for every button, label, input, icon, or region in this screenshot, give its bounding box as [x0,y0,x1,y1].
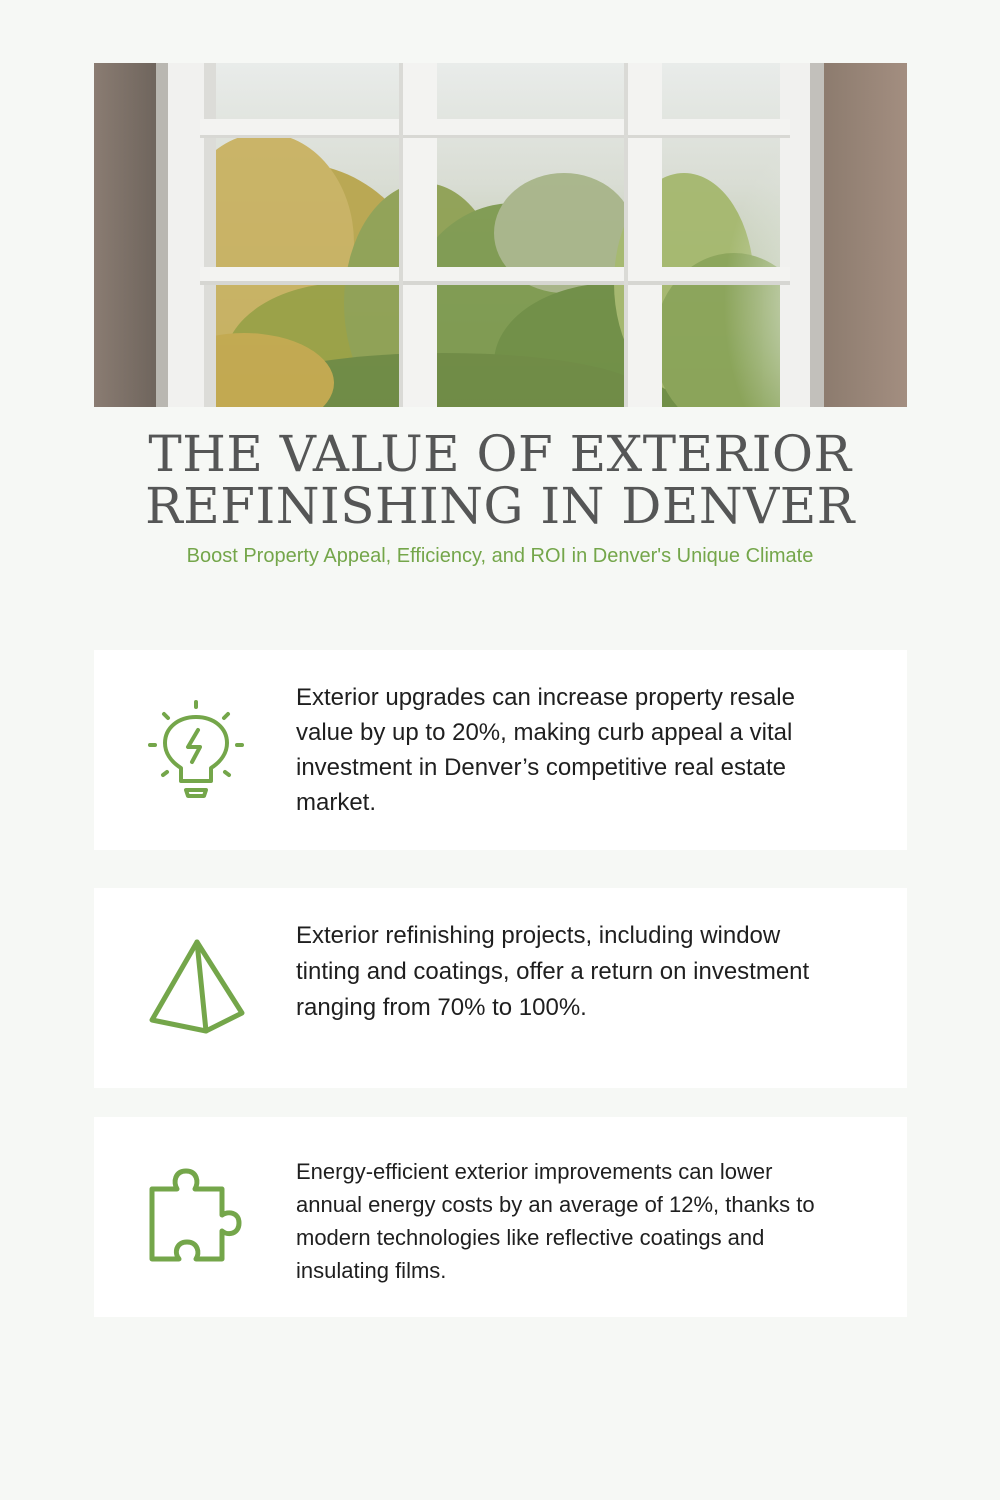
stat-card-resale-value [94,650,907,850]
stat-card-text: Exterior upgrades can increase property resale value by up to 20%, making curb appeal a vital investment in Denver’s competitive real estate market. [296,684,795,816]
puzzle-piece-icon [144,1167,248,1267]
lightbulb-icon [144,700,248,800]
stat-card-text: Exterior refinishing projects, including window tinting and coatings, offer a return on investment ranging from 70% to 100%. [296,922,810,1021]
stat-card-roi [94,888,907,1088]
page-title: THE VALUE OF EXTERIOR REFINISHING IN DENVER [145,425,855,535]
page-subtitle: Boost Property Appeal, Efficiency, and ROI in Denver's Unique Climate [186,545,814,567]
pyramid-icon [144,938,248,1038]
stat-card-text: Energy-efficient exterior improvements can lower annual energy costs by an average of 12%, thanks to modern technologies like reflective coatings and insulating films. [296,1159,815,1283]
stat-card-energy-savings [94,1117,907,1317]
hero-photo-window [94,63,907,407]
